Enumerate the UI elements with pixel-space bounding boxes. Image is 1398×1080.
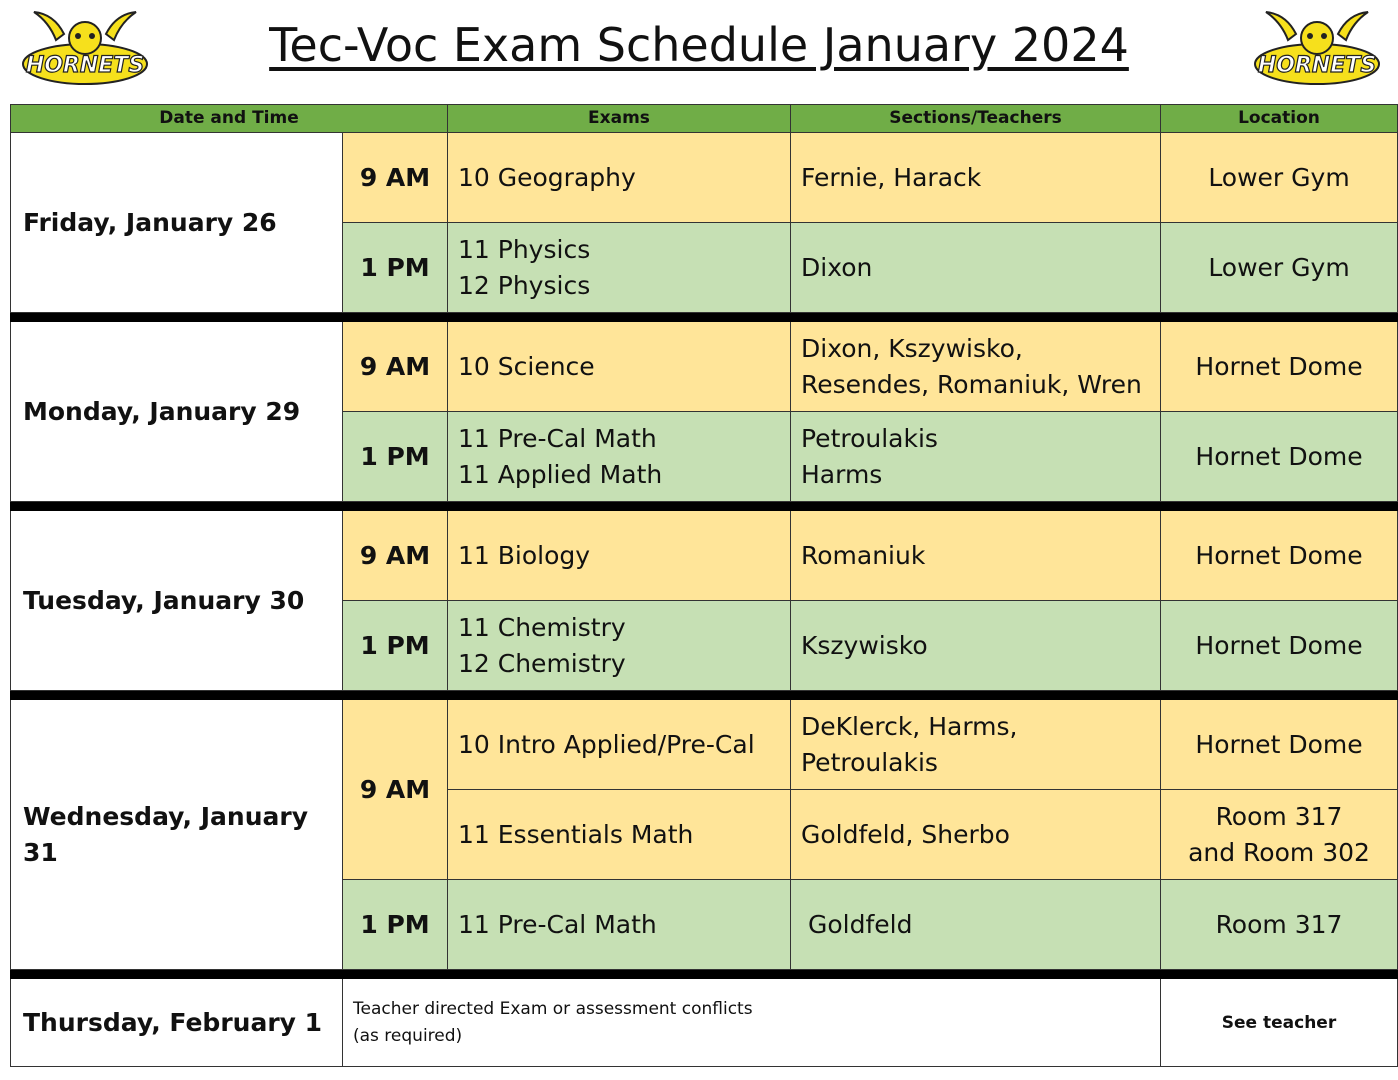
day-date: Friday, January 26 <box>11 133 343 313</box>
slot-exam: 11 Chemistry 12 Chemistry <box>448 601 791 691</box>
slot-exam: 10 Science <box>448 322 791 412</box>
conflict-note: Teacher directed Exam or assessment conflicts (as required) <box>343 979 1161 1067</box>
see-teacher-label: See teacher <box>1161 979 1398 1067</box>
day-date: Wednesday, January 31 <box>11 700 343 970</box>
day-separator <box>11 691 1398 700</box>
header-exams: Exams <box>448 105 791 133</box>
slot-location: Hornet Dome <box>1161 700 1398 790</box>
slot-sections: Dixon <box>791 223 1161 313</box>
slot-sections: Petroulakis Harms <box>791 412 1161 502</box>
slot-sections: Romaniuk <box>791 511 1161 601</box>
header-date-time: Date and Time <box>11 105 448 133</box>
table-row <box>11 133 1398 223</box>
slot-exam: 10 Geography <box>448 133 791 223</box>
header-row <box>11 105 1398 133</box>
slot-exam: 10 Intro Applied/Pre-Cal <box>448 700 791 790</box>
slot-sections: Goldfeld <box>791 880 1161 970</box>
slot-time: 1 PM <box>343 880 448 970</box>
slot-location: Hornet Dome <box>1161 412 1398 502</box>
slot-sections: Goldfeld, Sherbo <box>791 790 1161 880</box>
header-sections: Sections/Teachers <box>791 105 1161 133</box>
exam-schedule-table <box>10 104 1398 1067</box>
slot-time: 1 PM <box>343 412 448 502</box>
slot-location: Lower Gym <box>1161 223 1398 313</box>
header-location: Location <box>1161 105 1398 133</box>
slot-exam: 11 Biology <box>448 511 791 601</box>
day-date: Monday, January 29 <box>11 322 343 502</box>
slot-sections: DeKlerck, Harms, Petroulakis <box>791 700 1161 790</box>
slot-exam: 11 Pre-Cal Math 11 Applied Math <box>448 412 791 502</box>
slot-sections: Fernie, Harack <box>791 133 1161 223</box>
slot-location: Hornet Dome <box>1161 322 1398 412</box>
day-separator <box>11 502 1398 511</box>
slot-sections: Kszywisko <box>791 601 1161 691</box>
slot-time: 9 AM <box>343 133 448 223</box>
day-date: Thursday, February 1 <box>11 979 343 1067</box>
day-separator <box>11 313 1398 322</box>
slot-sections: Dixon, Kszywisko, Resendes, Romaniuk, Wren <box>791 322 1161 412</box>
day-separator <box>11 970 1398 979</box>
slot-time: 9 AM <box>343 322 448 412</box>
slot-exam: 11 Essentials Math <box>448 790 791 880</box>
slot-exam: 11 Pre-Cal Math <box>448 880 791 970</box>
slot-time: 9 AM <box>343 511 448 601</box>
table-row <box>11 511 1398 601</box>
slot-location: Room 317 <box>1161 880 1398 970</box>
slot-location: Room 317 and Room 302 <box>1161 790 1398 880</box>
table-row <box>11 979 1398 1067</box>
slot-time: 1 PM <box>343 223 448 313</box>
svg-text:HORNETS: HORNETS <box>25 53 145 78</box>
day-date: Tuesday, January 30 <box>11 511 343 691</box>
page-title: Tec-Voc Exam Schedule January 2024 <box>269 18 1129 72</box>
slot-location: Hornet Dome <box>1161 601 1398 691</box>
slot-location: Hornet Dome <box>1161 511 1398 601</box>
slot-exam: 11 Physics 12 Physics <box>448 223 791 313</box>
slot-time: 1 PM <box>343 601 448 691</box>
table-row <box>11 700 1398 790</box>
svg-text:HORNETS: HORNETS <box>1257 53 1377 78</box>
table-row <box>11 322 1398 412</box>
slot-time: 9 AM <box>343 700 448 880</box>
slot-location: Lower Gym <box>1161 133 1398 223</box>
